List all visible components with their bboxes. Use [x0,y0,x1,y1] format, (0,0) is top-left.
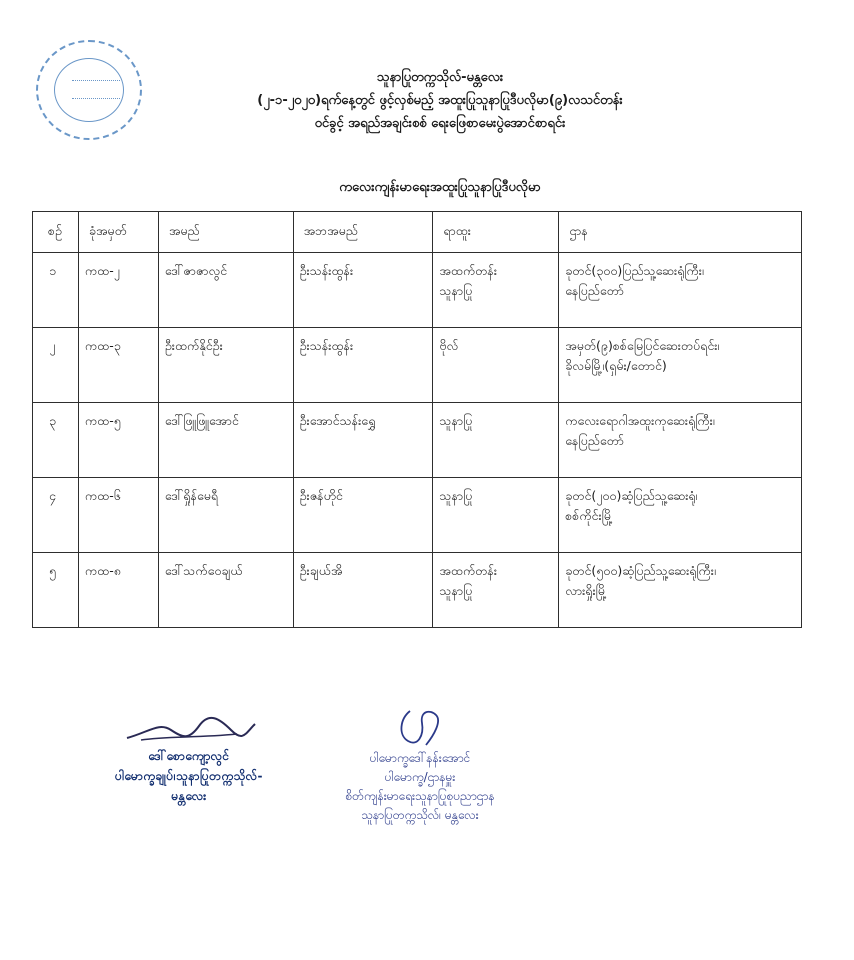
row-seat: ကထ-၅ [78,403,158,478]
row-rank [433,478,559,553]
header-line-3: ဝင်ခွင့် အရည်အချင်းစစ် ရေးဖြေစာမေးပွဲအောင်စာရင်း [314,116,566,131]
table-row [33,478,802,553]
row-number: ၄ [33,478,79,553]
document-header [140,66,740,135]
institution-seal [36,40,142,140]
document-subtitle: ကလေးကျန်းမာရေးအထူးပြုသူနာပြုဒီပလိုမာ [339,180,541,195]
seal-inner-ring [54,58,124,122]
right-signature-scribble [390,705,450,749]
row-name: ဒေါ်ဖြူဖြူအောင် [158,403,293,478]
row-dept [559,253,802,328]
row-rank [433,328,559,403]
rank-line: ဗိုလ် [439,338,459,353]
column-header-name: အမည် [158,212,293,253]
row-dept [559,403,802,478]
row-father: ဦးချယ်အိ [293,553,433,628]
table-row [33,328,802,403]
row-name: ဦးထက်နိုင်ဦး [158,328,293,403]
seal-text-line [72,80,120,81]
column-header-rank: ရာထူး [433,212,559,253]
row-name: ဒေါ်ဇာဇာလွင် [158,253,293,328]
column-header-father: အဘအမည် [293,212,433,253]
row-seat: ကထ-၃ [78,328,158,403]
row-seat: ကထ-၆ [78,478,158,553]
rank-line: အထက်တန်း [439,563,497,578]
row-number: ၁ [33,253,79,328]
stamp-name: ဒေါ်စောကျော့လွင် [148,749,230,763]
dept-line: နေပြည်တော် [565,433,624,448]
row-number: ၃ [33,403,79,478]
left-signature-block [104,712,274,806]
row-father: ဦးသန်းထွန်း [293,253,433,328]
seal-text-line [72,98,120,99]
rank-line: သူနာပြု [439,413,473,428]
dept-line: ခုတင်(၂၀၀)ဆံ့ပြည်သူ့ဆေးရုံ၊ [565,488,698,503]
results-table [32,211,802,628]
rank-line: သူနာပြု [439,488,473,503]
row-father: ဦးသန်းထွန်း [293,328,433,403]
row-rank [433,253,559,328]
table-row [33,253,802,328]
row-name: ဒေါ်ရှိုန်မေရီ [158,478,293,553]
left-signature-scribble [119,712,259,746]
row-name: ဒေါ်သက်ဝေချယ် [158,553,293,628]
column-header-no: စဉ် [33,212,79,253]
table-row [33,403,802,478]
table-header-row [33,212,802,253]
row-seat: ကထ-၈ [78,553,158,628]
signatory-institution: သူနာပြုတက္ကသိုလ်၊ မန္တလေး [361,808,479,822]
dept-line: လားရှိုးမြို့ [565,583,607,598]
rank-line: သူနာပြု [439,583,473,598]
dept-line: ခိုလမ်မြို့၊(ရှမ်း/တောင်) [565,358,667,373]
row-number: ၅ [33,553,79,628]
stamp-title: ပါမောက္ခချုပ်၊သူနာပြုတက္ကသိုလ်-မန္တလေး [115,769,263,803]
row-number: ၂ [33,328,79,403]
rank-line: သူနာပြု [439,283,473,298]
dept-line: ကလေးရောဂါအထူးကုဆေးရုံကြီး၊ [565,413,715,428]
column-header-dept: ဌာန [559,212,802,253]
row-dept [559,553,802,628]
header-line-2: (၂-၁-၂၀၂၀)ရက်နေ့တွင် ဖွင့်လှစ်မည့် အထူးပြုသူနာပြုဒီပလိုမာ(၉)လသင်တန်း [257,93,623,108]
column-header-seat: ခုံအမှတ် [78,212,158,253]
dept-line: ခုတင်(၃၀၀)ပြည်သူ့ဆေးရုံကြီး၊ [565,263,704,278]
dept-line: စစ်ကိုင်းမြို့ [565,508,613,523]
signatory-title: ပါမောက္ခ/ဌာနမှူး [384,770,456,784]
row-dept [559,328,802,403]
rank-line: အထက်တန်း [439,263,497,278]
signatory-name: ပါမောက္ခဒေါ်နန်းအောင် [369,751,471,765]
right-signature-block [290,705,550,825]
dept-line: နေပြည်တော် [565,283,624,298]
dept-line: ခုတင်(၅၀၀)ဆံ့ပြည်သူ့ဆေးရုံကြီး၊ [565,563,716,578]
row-rank [433,553,559,628]
table-row [33,553,802,628]
row-seat: ကထ-၂ [78,253,158,328]
row-father: ဦးဇန်ဟိုင် [293,478,433,553]
row-rank [433,403,559,478]
row-father: ဦးအောင်သန်းရွှေ [293,403,433,478]
signatory-department: စိတ်ကျန်းမာရေးသူနာပြုစုပညာဌာန [345,789,495,803]
dept-line: အမှတ်(၉)စစ်မြေပြင်ဆေးတပ်ရင်း၊ [565,338,720,353]
document-subtitle-wrap [140,176,740,199]
row-dept [559,478,802,553]
header-line-1: သူနာပြုတက္ကသိုလ်-မန္တလေး [376,70,504,85]
